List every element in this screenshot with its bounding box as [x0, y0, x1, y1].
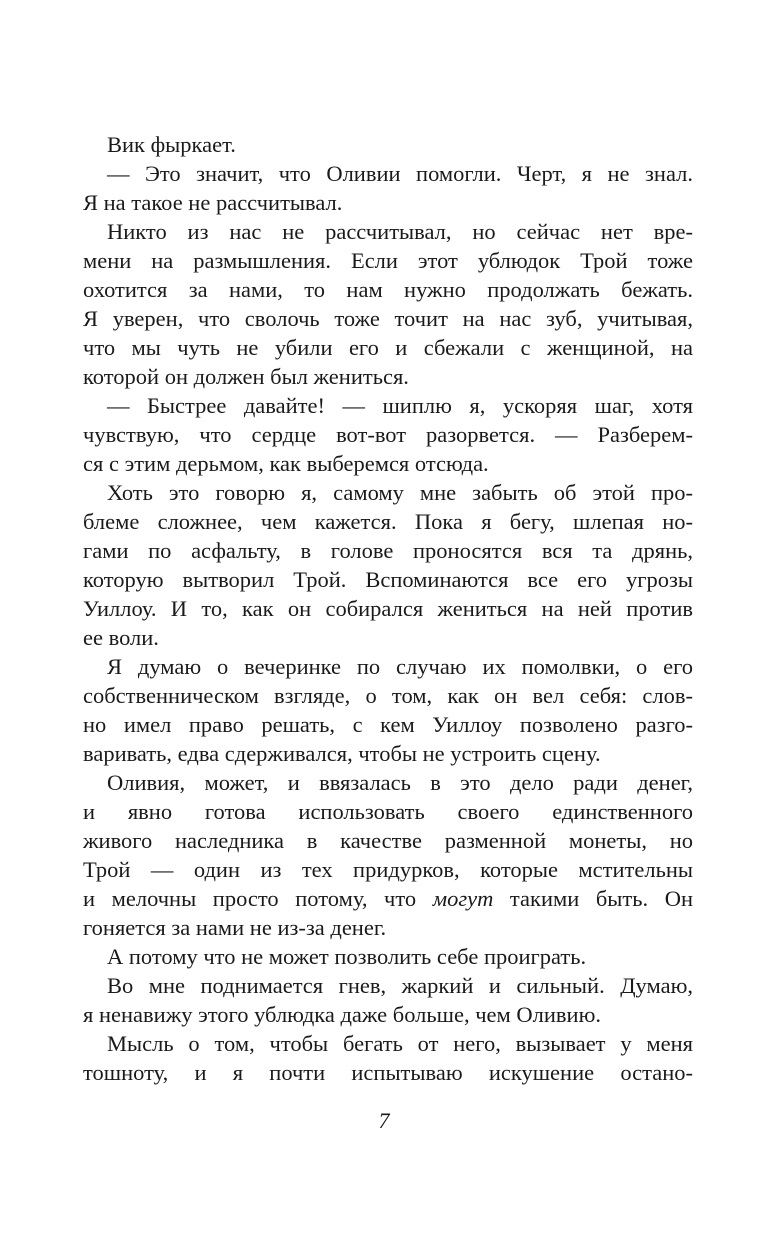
text-line: которой он должен был жениться.: [83, 364, 409, 389]
text-line: — Это значит, что Оливии помогли. Черт, я не знал.: [107, 161, 693, 186]
text-line: блеме сложнее, чем кажется. Пока я бегу, шлепая но-: [83, 509, 693, 534]
text-line: гоняется за нами не из-за денег.: [83, 915, 387, 940]
page-body: [83, 130, 693, 1087]
text-line: гами по асфальту, в голове проносятся вся та дрянь,: [83, 538, 693, 563]
text-line: и явно готова использовать своего единственного: [83, 799, 693, 824]
text-line: Хоть это говорю я, самому мне забыть об этой про-: [107, 480, 693, 505]
text-line: А потому что не может позволить себе проиграть.: [107, 944, 587, 969]
text-line: Я думаю о вечеринке по случаю их помолвки, о его: [107, 654, 693, 679]
text-line: Вик фыркает.: [107, 132, 236, 157]
text-line: Во мне поднимается гнев, жаркий и сильный. Думаю,: [107, 973, 693, 998]
text-line: которую вытворил Трой. Вспоминаются все его угрозы: [83, 567, 693, 592]
text-line: я ненавижу этого ублюдка даже больше, чем Оливию.: [83, 1002, 602, 1027]
text-line: но имел право решать, с кем Уиллоу позволено разго-: [83, 712, 693, 737]
page-number: 7: [378, 1108, 390, 1133]
text-line: чувствую, что сердце вот-вот разорвется. — Разберем-: [83, 422, 693, 447]
text-line: и мелочны просто потому, что могут такими быть. Он: [83, 886, 693, 911]
text-line: тошноту, и я почти испытываю искушение остано-: [83, 1060, 693, 1085]
text-line: ся с этим дерьмом, как выберемся отсюда.: [83, 451, 489, 476]
text-line: Никто из нас не рассчитывал, но сейчас нет вре-: [107, 219, 693, 244]
text-line: Я уверен, что сволочь тоже точит на нас зуб, учитывая,: [83, 306, 693, 331]
text-line: Оливия, может, и ввязалась в это дело ради денег,: [107, 770, 693, 795]
text-line: что мы чуть не убили его и сбежали с женщиной, на: [83, 335, 693, 360]
text-line: Мысль о том, чтобы бегать от него, вызывает у меня: [107, 1031, 693, 1056]
text-line: варивать, едва сдерживался, чтобы не устроить сцену.: [83, 741, 601, 766]
text-line: Я на такое не рассчитывал.: [83, 190, 343, 215]
text-line: охотится за нами, то нам нужно продолжать бежать.: [83, 277, 693, 302]
emphasis-word: могут: [432, 886, 494, 911]
text-line: ее воли.: [83, 625, 159, 650]
text-line: живого наследника в качестве разменной монеты, но: [83, 828, 693, 853]
text-line: мени на размышления. Если этот ублюдок Трой тоже: [83, 248, 693, 273]
text-line: — Быстрее давайте! — шиплю я, ускоряя шаг, хотя: [107, 393, 693, 418]
text-line: собственническом взгляде, о том, как он вел себя: слов-: [83, 683, 693, 708]
text-line: Трой — один из тех придурков, которые мстительны: [83, 857, 693, 882]
text-line: Уиллоу. И то, как он собирался жениться на ней против: [83, 596, 693, 621]
